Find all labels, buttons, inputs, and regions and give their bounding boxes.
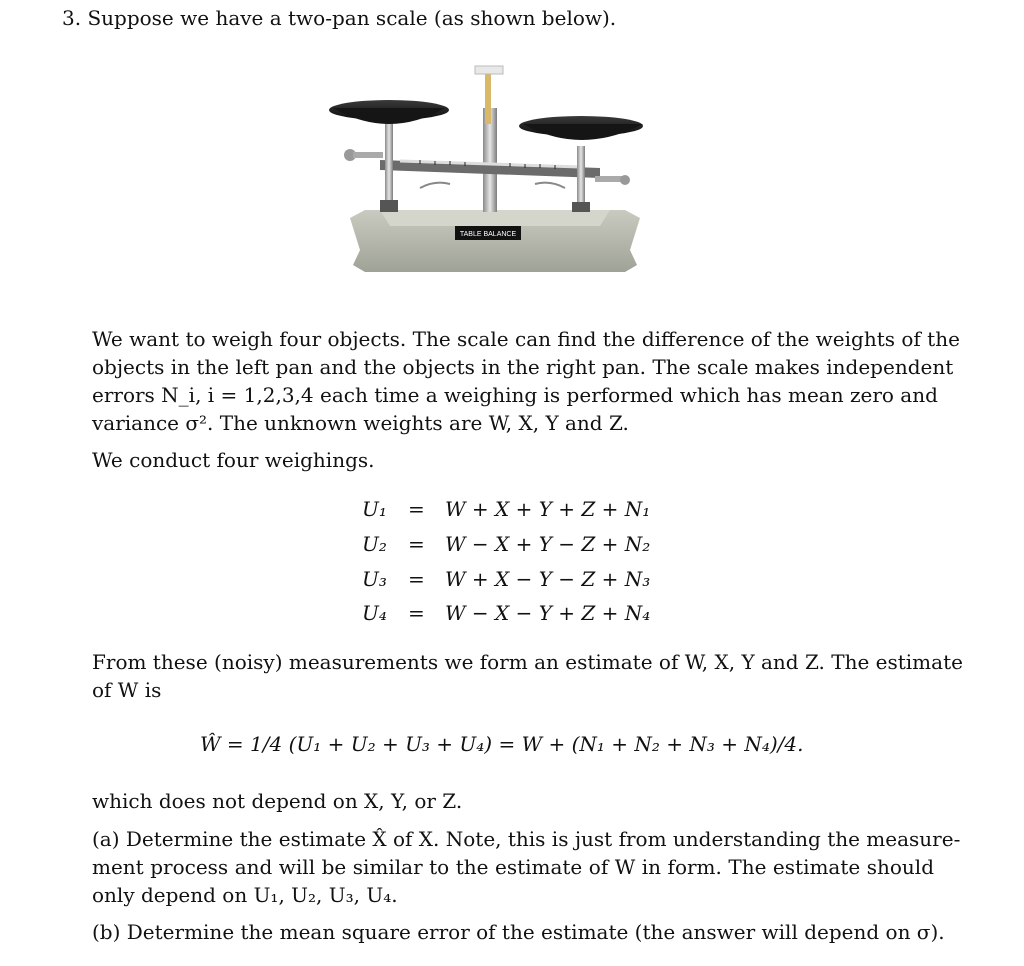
- eq4-lhs: U₄: [362, 601, 387, 625]
- para1-line-3: errors N_i, i = 1,2,3,4 each time a weighing is performed which has mean zero and: [92, 383, 938, 407]
- eq2-rhs: W − X + Y − Z + N₂: [445, 532, 651, 556]
- part-b: (b) Determine the mean square error of the estimate (the answer will depend on σ).: [92, 920, 945, 944]
- para1-line-4: variance σ². The unknown weights are W, X, Y and Z.: [92, 411, 629, 435]
- estimate-equation: Ŵ = 1/4 (U₁ + U₂ + U₃ + U₄) = W + (N₁ + N₂ + N₃ + N₄)/4.: [200, 732, 804, 756]
- paragraph-independence: which does not depend on X, Y, or Z.: [92, 789, 463, 813]
- balance-scale-figure: [325, 60, 665, 280]
- part-a-line-1: (a) Determine the estimate X̂ of X. Note, this is just from understanding the measure-: [92, 827, 961, 851]
- para1-line-1: We want to weigh four objects. The scale can find the difference of the weights of the: [92, 327, 960, 351]
- eq1-rhs: W + X + Y + Z + N₁: [445, 497, 651, 521]
- para1-line-2: objects in the left pan and the objects in the right pan. The scale makes independent: [92, 355, 954, 379]
- eq4-rhs: W − X − Y + Z + N₄: [445, 601, 651, 625]
- para3-line-2: of W is: [92, 678, 162, 702]
- eq3-lhs: U₃: [362, 567, 387, 591]
- paragraph-weighings: We conduct four weighings.: [92, 448, 375, 472]
- part-a-line-3: only depend on U₁, U₂, U₃, U₄.: [92, 883, 398, 907]
- scale-label: TABLE BALANCE: [459, 231, 517, 238]
- balance-scale-illustration: [325, 60, 665, 280]
- para3-line-1: From these (noisy) measurements we form an estimate of W, X, Y and Z. The estimate: [92, 650, 963, 674]
- part-a-line-2: ment process and will be similar to the estimate of W in form. The estimate should: [92, 855, 934, 879]
- eq1-lhs: U₁: [362, 497, 387, 521]
- eq2-lhs: U₂: [362, 532, 387, 556]
- problem-heading: 3. Suppose we have a two-pan scale (as shown below).: [62, 6, 617, 30]
- eq3-rhs: W + X − Y − Z + N₃: [445, 567, 651, 591]
